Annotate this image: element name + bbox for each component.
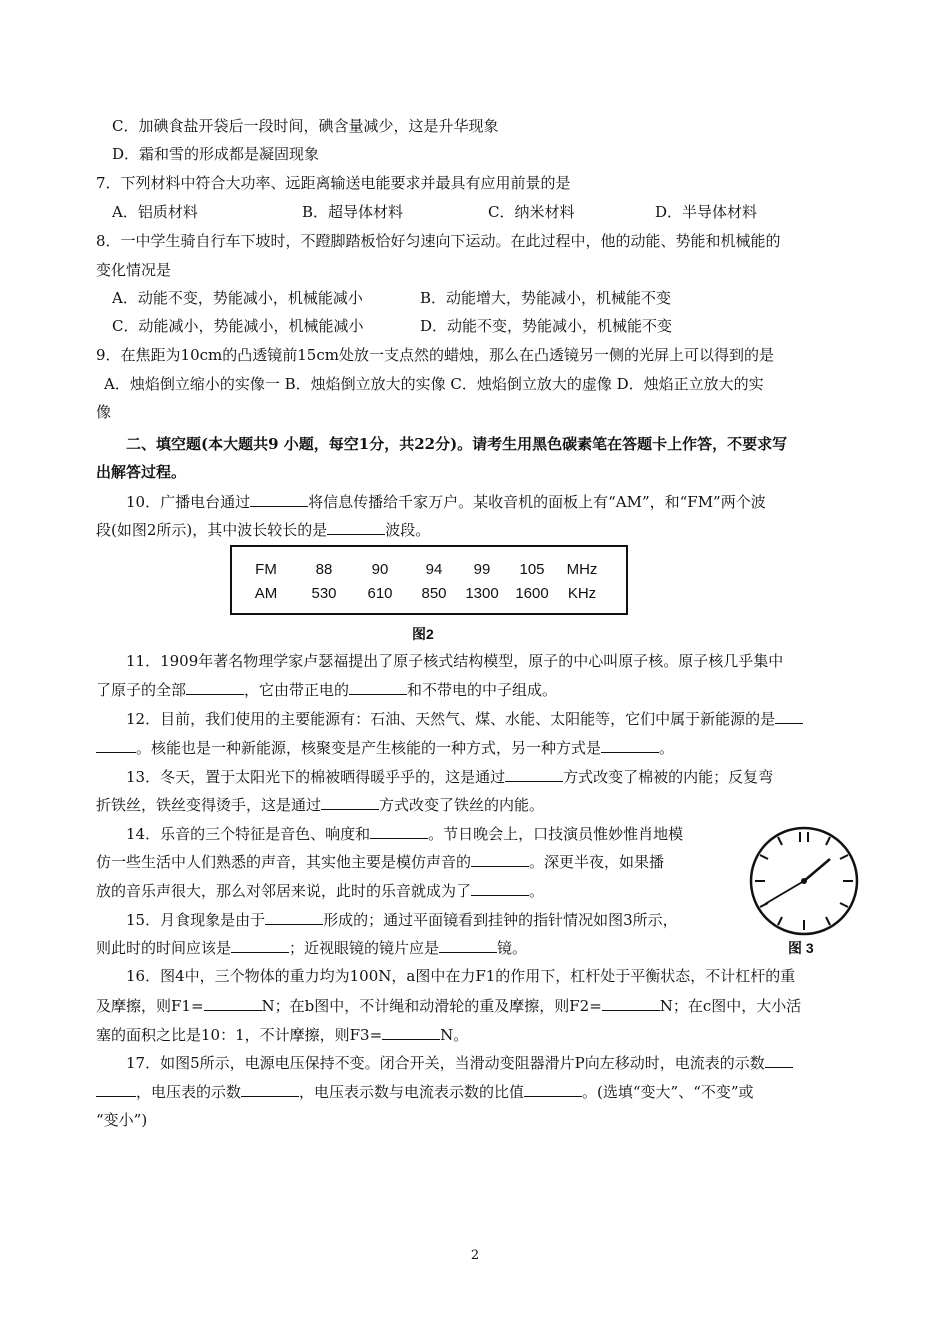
fig2-am-value: 530	[311, 585, 337, 602]
q7-option-b: B．超导体材料	[302, 203, 404, 221]
q14-text-d: 。深更半夜，如果播	[529, 853, 665, 871]
figure-2-caption: 图2	[412, 626, 434, 642]
q12-blank-1b	[96, 737, 136, 753]
figure-2-radio-dial	[230, 545, 628, 615]
q13-text-d: 方式改变了铁丝的内能。	[379, 796, 545, 814]
q14-text-c: 仿一些生活中人们熟悉的声音，其实他主要是模仿声音的	[96, 853, 472, 871]
fig2-fm-unit: MHz	[566, 561, 598, 578]
q15-blank-1	[265, 909, 323, 925]
q17-blank-3	[524, 1081, 582, 1097]
q8-option-d: D．动能不变，势能减小，机械能不变	[420, 317, 673, 335]
section2-header-line2: 出解答过程。	[96, 463, 187, 481]
q6-option-d: D．霜和雪的形成都是凝固现象	[112, 145, 320, 163]
q9-stem: 9．在焦距为10cm的凸透镜前15cm处放一支点然的蜡烛，那么在凸透镜另一侧的光屏上可以得到的是	[96, 346, 774, 364]
q15-text-d: ；近视眼镜的镜片应是	[289, 939, 440, 957]
fig2-am-unit: KHz	[567, 585, 597, 602]
q16-blank-3	[382, 1024, 440, 1040]
q16-text-d: 塞的面积之比是10：1，不计摩擦，则F3=	[96, 1026, 383, 1044]
q11-blank-2	[349, 679, 407, 695]
q10-blank-2	[327, 519, 385, 535]
clock-minute-hand	[804, 859, 830, 881]
figure-3-clock	[748, 825, 860, 937]
q9-options: A．烛焰倒立缩小的实像一 B．烛焰倒立放大的实像 C．烛焰倒立放大的虚像 D．烛焰正立放大的实	[104, 375, 764, 393]
section2-header-line1: 二、填空题(本大题共9 小题，每空1分，共22分)。请考生用黑色碳素笔在答题卡上作答，不要求写	[126, 435, 788, 453]
q10-line1	[126, 491, 766, 512]
q14-blank-1	[370, 823, 428, 839]
q15-line1	[126, 909, 678, 930]
q13-line1	[126, 766, 773, 787]
q12-text-c: 。	[659, 739, 675, 757]
q10-text-a: 10．广播电台通过	[126, 493, 251, 511]
q14-text-b: 。节日晚会上，口技演员惟妙惟肖地模	[428, 825, 684, 843]
fig2-am-label: AM	[254, 585, 278, 602]
q8-option-c: C．动能减小，势能减小，机械能减小	[112, 317, 364, 335]
q17-text-c: ，电压表示数与电流表示数的比值	[299, 1083, 525, 1101]
q15-blank-2	[231, 937, 289, 953]
q17-line3: “变小”)	[96, 1111, 148, 1129]
q16-line3	[96, 1024, 468, 1045]
q14-text-a: 14．乐音的三个特征是音色、响度和	[126, 825, 371, 843]
q17-blank-1b	[96, 1081, 136, 1097]
q13-text-c: 折铁丝，铁丝变得烫手，这是通过	[96, 796, 322, 814]
q12-blank-1a	[775, 708, 803, 724]
q11-line2	[96, 679, 557, 700]
q10-text-c: 段(如图2所示)，其中波长较长的是	[96, 521, 328, 539]
q15-text-a: 15．月食现象是由于	[126, 911, 266, 929]
q15-text-c: 则此时的时间应该是	[96, 939, 232, 957]
q11-line1: 11．1909年著名物理学家卢瑟福提出了原子核式结构模型，原子的中心叫原子核。原子核几乎集中	[126, 652, 784, 670]
q17-text-a: 17．如图5所示，电源电压保持不变。闭合开关，当滑动变阻器滑片P向左移动时，电流表的示数	[126, 1054, 765, 1072]
fig2-fm-label: FM	[255, 561, 277, 578]
q15-text-e: 镜。	[497, 939, 528, 957]
fig2-am-value: 850	[421, 585, 447, 602]
fig2-fm-value: 105	[519, 561, 545, 578]
q16-text-e: N。	[440, 1026, 469, 1044]
q17-line1	[126, 1052, 793, 1073]
q14-blank-2	[471, 851, 529, 867]
q17-blank-2	[241, 1081, 299, 1097]
figure-3-caption: 图 3	[788, 940, 814, 956]
q14-text-e: 放的音乐声很大，那么对邻居来说，此时的乐音就成为了	[96, 882, 472, 900]
q16-text-b: N；在b图中，不计绳和动滑轮的重及摩擦，则F2=	[261, 997, 602, 1015]
fig2-fm-value: 94	[425, 561, 443, 578]
q14-text-f: 。	[529, 882, 545, 900]
q13-line2	[96, 794, 544, 815]
q15-blank-3	[439, 937, 497, 953]
q14-line2	[96, 851, 664, 872]
q11-text-b: ，它由带正电的	[244, 681, 350, 699]
q12-text-b: 。核能也是一种新能源，核聚变是产生核能的一种方式，另一种方式是	[136, 739, 602, 757]
q7-option-c: C．纳米材料	[488, 203, 575, 221]
q10-text-b: 将信息传播给千家万户。某收音机的面板上有“AM”，和“FM”两个波	[308, 493, 766, 511]
q16-text-c: N；在c图中，大小活	[659, 997, 802, 1015]
q9-options-cont: 像	[96, 403, 112, 421]
q15-line2	[96, 937, 527, 958]
q17-text-b: ，电压表的示数	[136, 1083, 242, 1101]
q12-text-a: 12．目前，我们使用的主要能源有：石油、天然气、煤、水能、太阳能等，它们中属于新能源的是	[126, 710, 776, 728]
q12-blank-2	[601, 737, 659, 753]
clock-center	[801, 878, 807, 884]
fig2-fm-value: 90	[371, 561, 389, 578]
q10-line2	[96, 519, 430, 540]
q11-text-c: 和不带电的中子组成。	[407, 681, 558, 699]
q8-option-a: A．动能不变，势能减小，机械能减小	[112, 289, 363, 307]
q16-blank-1	[204, 995, 262, 1011]
q16-text-a: 及摩擦，则F1=	[96, 997, 204, 1015]
fig2-fm-value: 88	[315, 561, 333, 578]
q6-option-c: C．加碘食盐开袋后一段时间，碘含量减少，这是升华现象	[112, 117, 499, 135]
q16-blank-2	[602, 995, 660, 1011]
q17-text-d: 。(选填“变大”、“不变”或	[582, 1083, 754, 1101]
q13-text-a: 13．冬天，置于太阳光下的棉被晒得暖乎乎的，这是通过	[126, 768, 506, 786]
q14-line1	[126, 823, 683, 844]
q17-blank-1a	[765, 1052, 793, 1068]
q10-blank-1	[250, 491, 308, 507]
q14-blank-3	[471, 880, 529, 896]
q11-text-a: 了原子的全部	[96, 681, 187, 699]
q8-stem-line1: 8．一中学生骑自行车下坡时，不蹬脚踏板恰好匀速向下运动。在此过程中，他的动能、势能和机械能的	[96, 232, 781, 250]
clock-second-hand	[765, 881, 804, 904]
q12-line2	[96, 737, 674, 758]
q11-blank-1	[186, 679, 244, 695]
page-number: 2	[470, 1248, 480, 1263]
q8-stem-line2: 变化情况是	[96, 261, 172, 279]
q14-line3	[96, 880, 544, 901]
q7-option-a: A．铝质材料	[112, 203, 198, 221]
fig2-am-value: 1300	[465, 585, 499, 602]
q16-line2	[96, 995, 801, 1016]
q13-text-b: 方式改变了棉被的内能；反复弯	[563, 768, 774, 786]
fig2-fm-value: 99	[473, 561, 491, 578]
q8-option-b: B．动能增大，势能减小，机械能不变	[420, 289, 672, 307]
q7-option-d: D．半导体材料	[655, 203, 758, 221]
q7-stem: 7．下列材料中符合大功率、远距离输送电能要求并最具有应用前景的是	[96, 174, 571, 192]
fig2-am-value: 1600	[515, 585, 549, 602]
fig2-am-value: 610	[367, 585, 393, 602]
q13-blank-1	[505, 766, 563, 782]
q17-line2	[96, 1081, 754, 1102]
q13-blank-2	[321, 794, 379, 810]
q12-line1	[126, 708, 803, 729]
q10-text-d: 波段。	[385, 521, 431, 539]
q16-line1: 16．图4中，三个物体的重力均为100N，a图中在力F1的作用下，杠杆处于平衡状态，不计杠杆的重	[126, 967, 796, 985]
q15-text-b: 形成的；通过平面镜看到挂钟的指针情况如图3所示，	[323, 911, 678, 929]
